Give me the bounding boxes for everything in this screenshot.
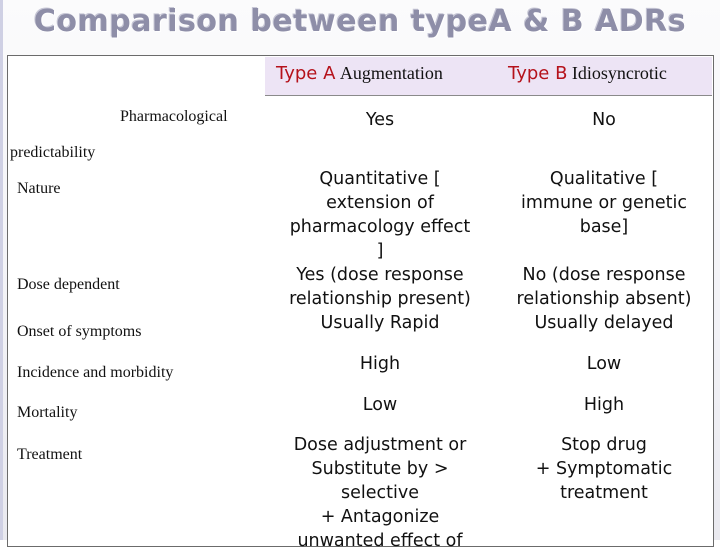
header-type-a-code: Type A	[276, 63, 336, 84]
cell-text-line: Stop drug	[561, 435, 647, 455]
cell-dose-type-a	[268, 263, 492, 311]
cell-text-line: pharmacology effect	[289, 217, 471, 237]
cell-text-line: relationship absent)	[516, 289, 692, 309]
cell-text-line: unwanted effect of	[297, 531, 463, 551]
cell-text-line: relationship present)	[289, 289, 471, 309]
header-type-b-name: Idiosyncrotic	[571, 63, 667, 83]
cell-text-line: High	[583, 395, 625, 415]
left-border	[0, 0, 3, 540]
cell-text-line: Yes (dose response	[296, 265, 464, 285]
cell-mortality-type-b	[494, 393, 714, 417]
cell-pharmacological-type-b	[494, 108, 714, 132]
row-label-incidence: Incidence and morbidity	[17, 364, 174, 381]
cell-treatment-type-b	[494, 433, 714, 505]
header-type-a-name: Augmentation	[339, 63, 443, 83]
cell-text-line: Usually Rapid	[320, 313, 440, 333]
row-label-treatment: Treatment	[17, 446, 83, 463]
cell-incidence-type-a	[268, 352, 492, 376]
cell-text-line: No	[592, 110, 616, 130]
slide-title: Comparison between typeA & B ADRs	[33, 4, 687, 39]
cell-text-line: + Symptomatic	[535, 459, 673, 479]
cell-text-line: Substitute by >	[311, 459, 449, 479]
cell-text-line: Usually delayed	[534, 313, 674, 333]
header-type-b	[508, 63, 667, 84]
cell-pharmacological-type-a	[268, 108, 492, 132]
cell-text-line: Low	[362, 395, 398, 415]
header-type-b-code: Type B	[508, 63, 568, 84]
cell-text-line: extension of	[326, 193, 434, 213]
row-label-mortality: Mortality	[17, 404, 78, 421]
cell-onset-type-a	[268, 311, 492, 335]
cell-text-line: ]	[376, 241, 384, 261]
cell-text-line: Dose adjustment or	[293, 435, 467, 455]
cell-text-line: + Antagonize	[320, 507, 440, 527]
cell-text-line: Yes	[365, 110, 395, 130]
cell-dose-type-b	[494, 263, 714, 311]
row-label-nature: Nature	[17, 180, 61, 197]
cell-incidence-type-b	[494, 352, 714, 376]
cell-text-line: High	[359, 354, 401, 374]
cell-nature-type-a	[268, 167, 492, 263]
cell-text-line: immune or genetic	[520, 193, 687, 213]
row-label-onset: Onset of symptoms	[17, 323, 142, 340]
header-type-a	[276, 63, 443, 84]
cell-nature-type-b	[494, 167, 714, 239]
cell-text-line: Low	[586, 354, 622, 374]
cell-mortality-type-a	[268, 393, 492, 417]
cell-text-line: base]	[579, 217, 629, 237]
cell-text-line: selective	[341, 483, 419, 503]
cell-text-line: No (dose response	[522, 265, 686, 285]
cell-text-line: Quantitative [	[319, 169, 441, 189]
row-label-predictability: predictability	[10, 144, 96, 161]
cell-onset-type-b	[494, 311, 714, 335]
cell-text-line: treatment	[560, 483, 648, 503]
row-label-pharmacological: Pharmacological	[120, 108, 228, 125]
row-label-dose-dependent: Dose dependent	[17, 276, 120, 293]
cell-text-line: Qualitative [	[549, 169, 659, 189]
cell-treatment-type-a	[268, 433, 492, 553]
